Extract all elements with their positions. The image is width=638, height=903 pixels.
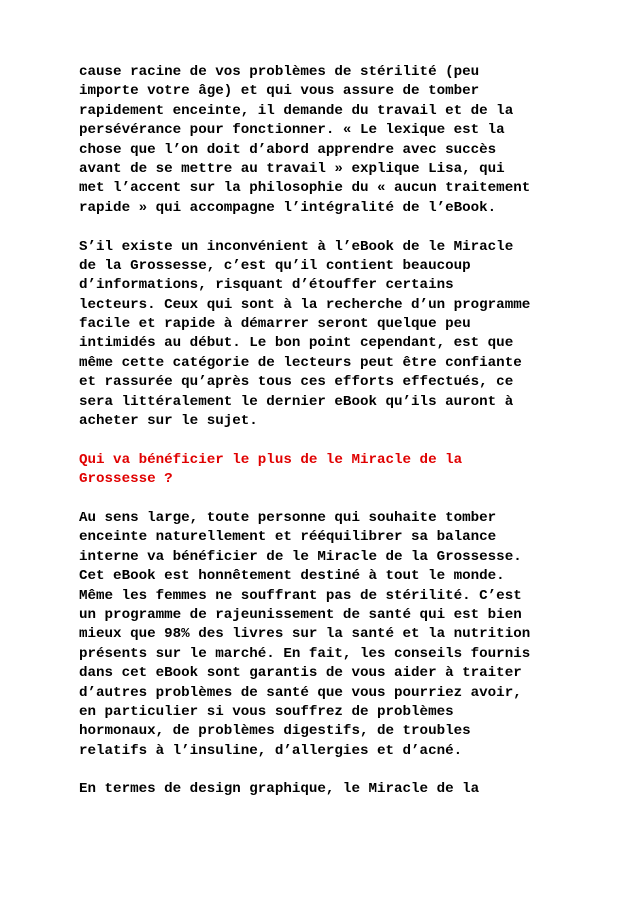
text-line: Au sens large, toute personne qui souhaite tomber (79, 509, 497, 526)
text-line: En termes de design graphique, le Miracle de la (79, 781, 480, 798)
text-line: met l’accent sur la philosophie du « aucun traitement (79, 180, 531, 197)
paragraph (79, 63, 579, 218)
text-line: d’autres problèmes de santé que vous pourriez avoir, (79, 684, 522, 701)
section-heading (79, 451, 579, 490)
paragraph (79, 238, 579, 432)
text-line: persévérance pour fonctionner. « Le lexique est la (79, 122, 505, 139)
text-line: enceinte naturellement et rééquilibrer sa balance (79, 529, 497, 546)
text-line: même cette catégorie de lecteurs peut être confiante (79, 354, 522, 371)
text-line: S’il existe un inconvénient à l’eBook de le Miracle (79, 238, 514, 255)
text-line: interne va bénéficier de le Miracle de la Grossesse. (79, 548, 522, 565)
text-line: acheter sur le sujet. (79, 413, 258, 430)
text-line: en particulier si vous souffrez de problèmes (79, 703, 454, 720)
paragraph-gap (79, 218, 579, 237)
text-line: d’informations, risquant d’étouffer certains (79, 277, 454, 294)
text-line: importe votre âge) et qui vous assure de tomber (79, 83, 480, 100)
text-line: cause racine de vos problèmes de stérilité (peu (79, 64, 480, 80)
text-line: avant de se mettre au travail » explique Lisa, qui (79, 160, 505, 177)
text-line: Cet eBook est honnêtement destiné à tout le monde. (79, 568, 505, 585)
heading-line: Grossesse ? (79, 471, 173, 488)
text-line: et rassurée qu’après tous ces efforts effectués, ce (79, 374, 514, 391)
text-line: dans cet eBook sont garantis de vous aider à traiter (79, 665, 522, 682)
text-line: lecteurs. Ceux qui sont à la recherche d’un programme (79, 296, 531, 313)
text-line: relatifs à l’insuline, d’allergies et d’acné. (79, 742, 463, 759)
text-line: présents sur le marché. En fait, les conseils fournis (79, 645, 531, 662)
paragraph-gap (79, 761, 579, 780)
paragraph-gap (79, 490, 579, 509)
text-line: hormonaux, de problèmes digestifs, de troubles (79, 723, 471, 740)
text-line: rapide » qui accompagne l’intégralité de l’eBook. (79, 199, 497, 216)
text-line: de la Grossesse, c’est qu’il contient beaucoup (79, 257, 471, 274)
text-line: Même les femmes ne souffrant pas de stérilité. C’est (79, 587, 522, 604)
document-page (79, 63, 579, 800)
paragraph-gap (79, 431, 579, 450)
text-line: intimidés au début. Le bon point cependant, est que (79, 335, 514, 352)
text-line: mieux que 98% des livres sur la santé et la nutrition (79, 626, 531, 643)
text-line: rapidement enceinte, il demande du travail et de la (79, 102, 514, 119)
text-line: un programme de rajeunissement de santé qui est bien (79, 606, 522, 623)
heading-line: Qui va bénéficier le plus de le Miracle de la (79, 451, 463, 468)
text-line: facile et rapide à démarrer seront quelque peu (79, 316, 471, 333)
paragraph (79, 509, 579, 761)
paragraph (79, 780, 579, 799)
text-line: chose que l’on doit d’abord apprendre avec succès (79, 141, 497, 158)
text-line: sera littéralement le dernier eBook qu’ils auront à (79, 393, 514, 410)
